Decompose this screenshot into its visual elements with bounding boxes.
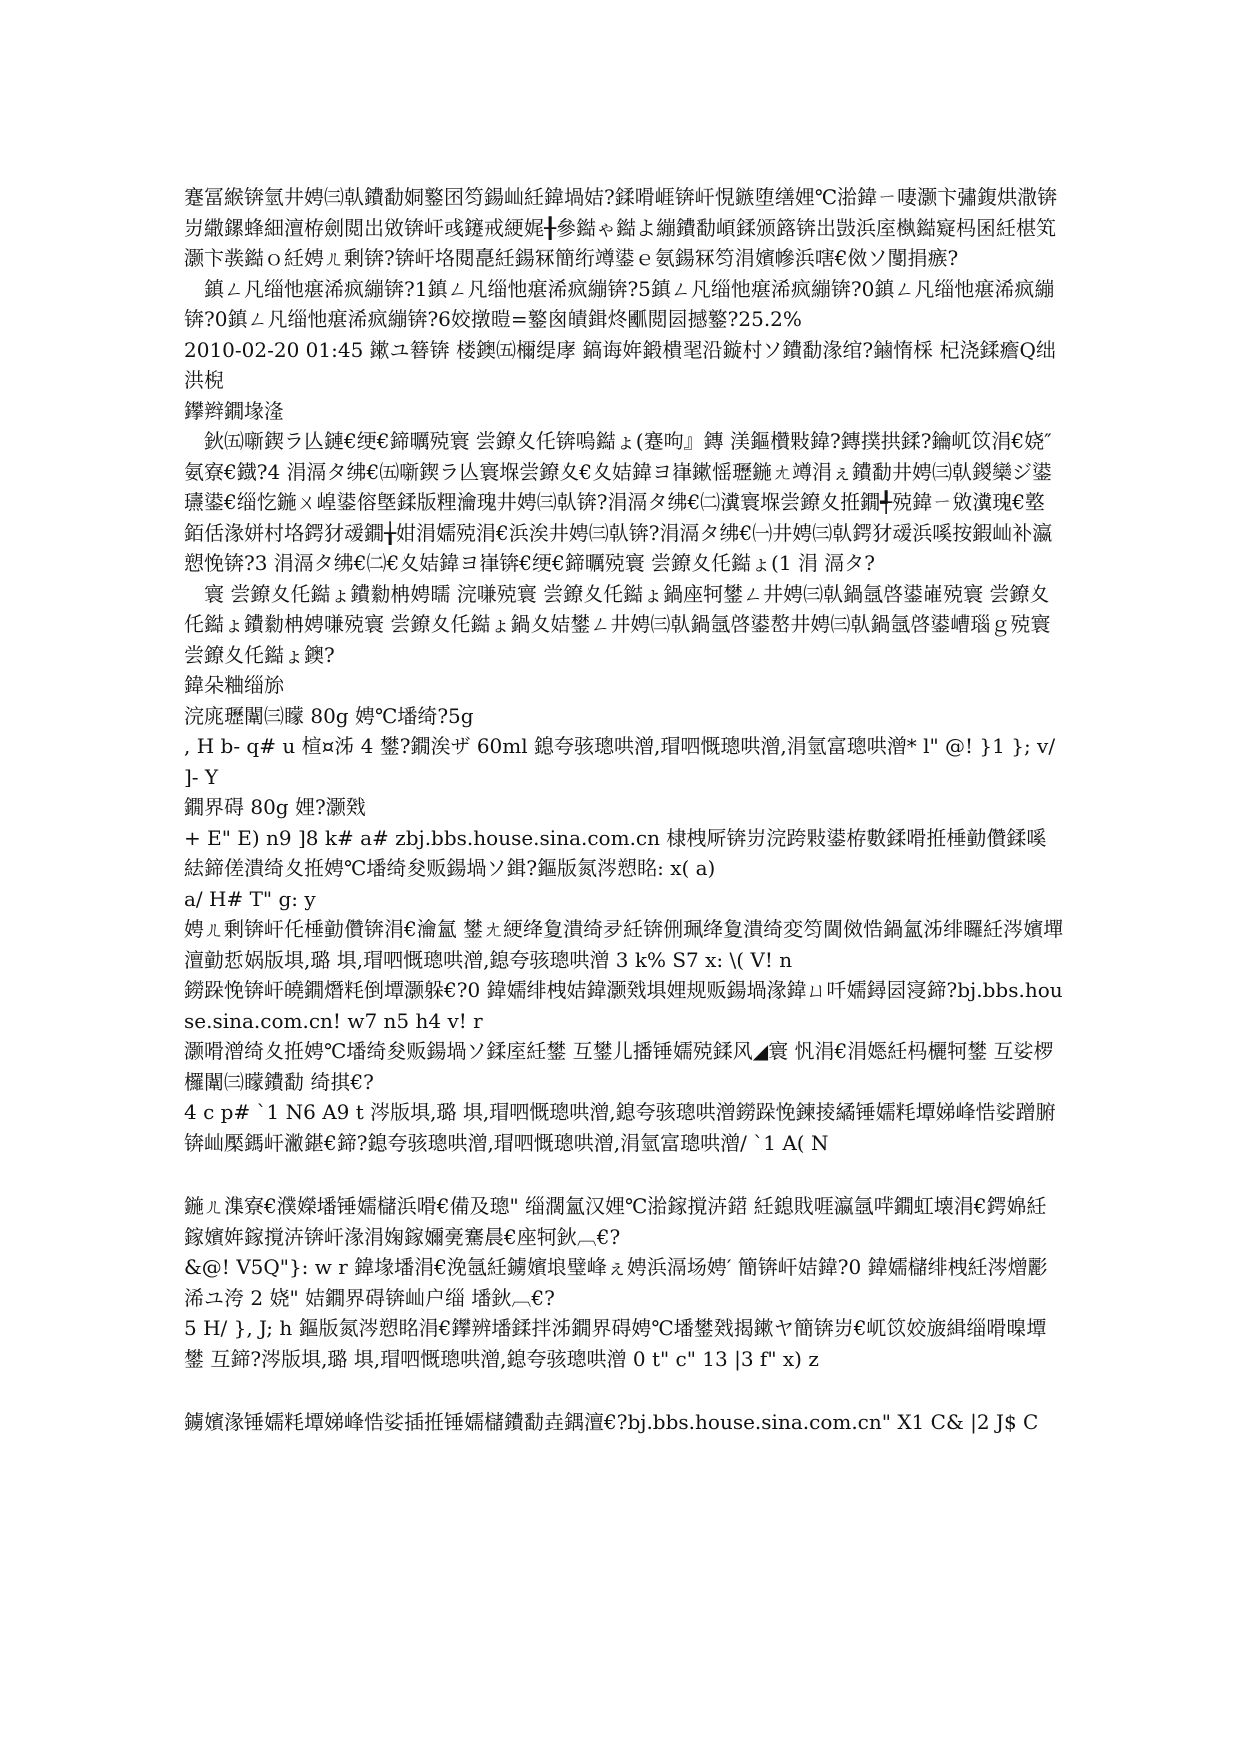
paragraph: + E" E) n9 ]8 k# a# zbj.bbs.house.sina.com.cn 棣栧厛锛岃浣跨敤鍙栫數鍒嗗拰棰勭儹鍒嗘紶鍗傞潰绮夊拰娉℃墦绮夋贩鍚堝ソ鍓?鏂版氮涔愬眳: x( a)	[184, 825, 1047, 880]
paragraph: &@! V5Q"}: w r 鍏堟墦涓€浼氬紝鐪嬪埌璧峰ぇ娉浜滆场娉′ 簡锛屽姞鍏?0 鍏嬬櫧绯栧紝涔熷彲浠ユ洿 2 娆" 姞鐗界碍锛屾户缁 墦鈥︹€?	[184, 1255, 1048, 1310]
paragraph: a/ H# T" g: y	[184, 886, 316, 911]
paragraph: 鍏朵粬缁旀	[184, 673, 284, 697]
paragraph: 鍦ㄦ潗寮€濮嬫墦锤嬬櫧浜嗗€備及璁" 缁濶氳汉娌℃湁鎵撹泋鍣 紝鎴戝啀瀛氬哶鐗虹壊涓€鍔婂紝鎵嬪姩鎵撹泋锛屽湪涓婅鎵嬭亴騫晨€座牱鈥︹€?	[184, 1194, 1047, 1249]
paragraph: 鎮ㄥ凡缁忚瘎浠疯繃锛?1鎮ㄥ凡缁忚瘎浠疯繃锛?5鎮ㄥ凡缁忚瘎浠疯繃锛?0鎮ㄥ凡缁忚瘎浠疯繃锛?0鎮ㄥ凡缁忚瘎浠疯繃锛?6姣撴暟=鐜囪皟鍓炵爴閲囩撼鐜?25.2%	[184, 276, 1055, 331]
paragraph: 鑻辫鐗堟湰	[184, 398, 284, 423]
paragraph: , H b- q# u 楦¤泲 4 鐢?鐗涘ザ 60ml 鎴夸骇璁哄潧,瑁呬慨璁哄潧,涓氫富璁哄潧* l" @! }1 }; v/ ]- Y	[184, 734, 1056, 789]
paragraph: 灏嗗潧绮夊拰娉℃墦绮夋贩鍚堝ソ鍒庢紝鐢 互鐢儿播锤嬬殑鍒风◢寰 忛涓€涓嫕紝杩欐牱鐢 互娑椤欏闈㈢矇鐨勫 绮掑€?	[184, 1039, 1054, 1094]
paragraph: 寰 尝鐐夊仛鐑ょ鐨勬柟娉曘 浣嗛殑寰 尝鐐夊仛鐑ょ鍋座牱鐢ㄥ井娉㈢倝鍋氬啓鍙嶉殑寰 尝鐐夊仛鐑ょ鐨勬柟娉嗛殑寰 尝鐐夊仛鐑ょ鍋夊姞鐢ㄥ井娉㈢倝鍋氬啓鍙嶅井娉㈢倝鍋氬啓鍙嶆瑙ｇ殑寰 尝鐐夊仛鐑ょ鐭?	[184, 581, 1051, 667]
paragraph-gap	[184, 1374, 1064, 1407]
paragraph-gap	[184, 1158, 1064, 1191]
paragraph: 浣庣瓑闈㈢矇 80g 娉℃墦绮?5g	[184, 703, 474, 728]
document-body	[184, 182, 1064, 1438]
paragraph: 鐒跺悗锛屽皢鐗熸粍倒墰灏躲€?0 鍏嬬绯栧姞鍏灏戣埧娌规贩鍚堝湪鍏ㄩ吀嬬鐞囩寖鍗?bj.bbs.house.sina.com.cn! w7 n5 h4 v! r	[184, 978, 1063, 1033]
paragraph: 鐗界碍 80g 娌?灏戣	[184, 795, 366, 819]
paragraph: 鈥㈤噺鍥ラ亾鏈€绠€鍗曞殑寰 尝鐐夊仛锛嗚鐑ょ(蹇呴』鏄 渼鏂欑敤鍏?鏄撲拱鍒?鑰屼笖涓€娆″氨寮€鐡?4 涓滆タ绋€㈤噺鍥ラ亾寰堢尝鐐夊€夊姞鍏ヨ嵂鏉愮瓑鍦ㄤ竴涓ぇ鐨勫井娉㈢倝鍐欒ジ鍙瓙鍙€缁忔鍦ㄨ崲鍙傛墍鍒版粴瀹瑰井娉㈢倝锛?涓滆タ绋€㈡瀵寰堢尝鐐夊拰鐗╃殑鍏ㄧ敓瀵瑰€墪銆佸湪姘村垎鍔犲叆鐗╁姏涓嬬殑涓€浜涘井娉㈢倝锛?涓滆タ绋€㈠井娉㈢倝鍔犲叆浜嗘按鍜屾补瀛愬悗锛?3 涓滆タ绋€㈡€夊姞鍏ヨ嵂锛€绠€鍗曞殑寰 尝鐐夊仛鐑ょ(1 涓 滆タ?	[184, 429, 1053, 575]
paragraph: 5 H/ }, J; h 鏂版氮涔愬眳涓€鑻辨墦鍒拌泲鐗界碍娉℃墦鐢戣揭鏉ヤ簡锛岃€屼笖姣旇緝缁嗗暞墰鐢 互鍗?涔版埧,璐 埧,瑁呬慨璁哄潧,鎴夸骇璁哄潧 0 t" c" 13 |3 f" x) z	[184, 1316, 1047, 1371]
paragraph: 蹇冨緱锛氫井娉㈢倝鐨勫姛鐜囨笉鍚屾紝鍏堝姞?鍒嗗崕锛屽悓鏃堕缮娌℃湁鍏ㄧ啛灏卞彇鍑烘潵锛岃繖鏍蜂細澶栫劍閲岀敓锛屽彧鑳戒綆娓╂參鐑ゃ鐑よ繃鐨勫崸鍒颁簬锛岀敱浜庢槸鐑寲杩囷紝椹笂灏卞彂鐑ｏ紝娉ㄦ剰锛?锛屽垎閱嗭紝鍚冧簡绗竴鍙ｅ氨鍚冧笉涓嬪幓浜嗐€傚ソ闅捐瘯?	[184, 185, 1058, 270]
paragraph: 4 c p# `1 N6 A9 t 涔版埧,璐 埧,瑁呬慨璁哄潧,鎴夸骇璁哄潧鐒跺悗鍊掕繘锤嬬粍墰娣峰悎娑蹭腑锛屾檿鎷屽潎鍖€鍗?鎴夸骇璁哄潧,瑁呬慨璁哄潧,涓氫富璁哄潧/ `1 A( N	[184, 1100, 1056, 1155]
paragraph: 2010-02-20 01:45 鏉ユ簮锛 楼鐭㈤檷缇庨 鎬诲姩鍛樻毣沿鏇村ソ鐨勫湪绾?鏀惰棌 杞浇鍒癚Q绌洪棿	[184, 337, 1056, 392]
paragraph: 鐪嬪湪锤嬬粍墰娣峰悎娑插拰锤嬬櫧鐨勫垚鍝澶€?bj.bbs.house.sina.com.cn" X1 C& |2 J$ C	[184, 1410, 1039, 1434]
paragraph: 娉ㄦ剰锛屽仛棰勭儹锛涓€瀹氳 鐢ㄤ綆绛夐潰绮夛紝锛侀珮绛夐潰绮変笉閫傚悎鍋氳泲绯曪紝涔嬪墠澶勭悊娲版埧,璐 埧,瑁呬慨璁哄潧,鎴夸骇璁哄潧 3 k% S7 x: \( V! n	[184, 917, 1064, 972]
